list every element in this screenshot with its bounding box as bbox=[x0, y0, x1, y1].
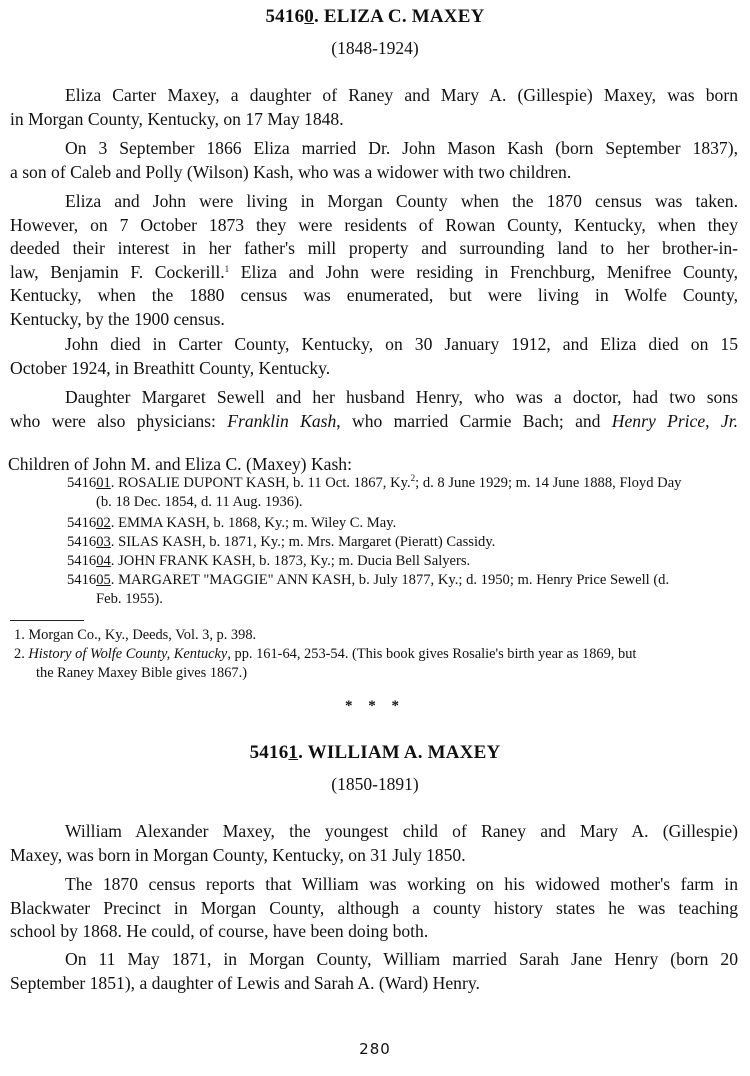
life-dates: (1848-1924) bbox=[331, 38, 419, 58]
footnote: 2. History of Wolfe County, Kentucky, pp. 161-64, 253-54. (This book gives Rosalie's birth year as 1869, but the Raney Maxey Bible gives 1867.) bbox=[14, 646, 637, 681]
life-dates: (1850-1891) bbox=[331, 774, 419, 794]
paragraph: The 1870 census reports that William was working on his widowed mother's farm in Blackwater Precinct in Morgan County, although a county history states he was teaching school by 1868. He could, of course, have been doing both. bbox=[10, 874, 738, 941]
paragraph: On 3 September 1866 Eliza married Dr. John Mason Kash (born September 1837), a son of Caleb and Polly (Wilson) Kash, who was a widower with two children. bbox=[10, 138, 738, 182]
footnote: 1. Morgan Co., Ky., Deeds, Vol. 3, p. 398. bbox=[14, 627, 257, 643]
entry-number-underlined: 0 bbox=[304, 6, 314, 27]
section-separator: * * * bbox=[345, 698, 405, 714]
entry-name: . ELIZA C. MAXEY bbox=[313, 6, 485, 27]
page-number: 280 bbox=[359, 1040, 391, 1058]
child-entry: 541604. JOHN FRANK KASH, b. 1873, Ky.; m. Ducia Bell Salyers. bbox=[67, 553, 471, 569]
child-entry: 541603. SILAS KASH, b. 1871, Ky.; m. Mrs. Margaret (Pieratt) Cassidy. bbox=[67, 534, 496, 550]
child-entry: 541605. MARGARET "MAGGIE" ANN KASH, b. July 1877, Ky.; d. 1950; m. Henry Price Sewell (d. Feb. 1955). bbox=[67, 572, 670, 607]
entry-number: 5416 bbox=[265, 6, 305, 27]
paragraph: John died in Carter County, Kentucky, on 30 January 1912, and Eliza died on 15 October 1924, in Breathitt County, Kentucky. bbox=[10, 334, 738, 378]
entry-name: . WILLIAM A. MAXEY bbox=[298, 742, 501, 763]
child-entry: 541602. EMMA KASH, b. 1868, Ky.; m. Wiley C. May. bbox=[67, 515, 397, 531]
paragraph: On 11 May 1871, in Morgan County, William married Sarah Jane Henry (born 20 September 1851), a daughter of Lewis and Sarah A. (Ward) Henry. bbox=[10, 949, 738, 993]
child-entry: 541601. ROSALIE DUPONT KASH, b. 11 Oct. 1867, Ky.$^2$; d. 8 June 1929; m. 14 June 1888, Floyd Day (b. 18 Dec. 1854, d. 11 Aug. 1936). bbox=[67, 473, 682, 510]
paragraph: Daughter Margaret Sewell and her husband Henry, who was a doctor, had two sons who were also physicians: Franklin Kash, who married Carmie Bach; and Henry Price, Jr. bbox=[10, 387, 738, 431]
section-heading-54160 bbox=[0, 6, 750, 28]
entry-number: 5416 bbox=[249, 742, 289, 763]
paragraph: Eliza and John were living in Morgan County when the 1870 census was taken. However, on 7 October 1873 they were residents of Rowan County, Kentucky, when they deeded their interest in her father's mill property and surrounding land to her brother-in- law, Benjamin F. Cockerill.$^1$ Eliza and John were residing in Frenchburg, Menifree County, Kentucky, when the 1880 census was enumerated, but were living in Wolfe County, Kentucky, by the 1900 census. bbox=[10, 191, 739, 329]
footnote-rule bbox=[10, 620, 84, 621]
paragraph: William Alexander Maxey, the youngest child of Raney and Mary A. (Gillespie) Maxey, was born in Morgan County, Kentucky, on 31 July 1850. bbox=[10, 821, 738, 865]
section-heading-54161 bbox=[0, 742, 750, 764]
entry-number-underlined: 1 bbox=[288, 742, 299, 763]
paragraph: Eliza Carter Maxey, a daughter of Raney and Mary A. (Gillespie) Maxey, was born in Morgan County, Kentucky, on 17 May 1848. bbox=[10, 85, 738, 129]
children-heading: Children of John M. and Eliza C. (Maxey) Kash: bbox=[8, 454, 352, 474]
